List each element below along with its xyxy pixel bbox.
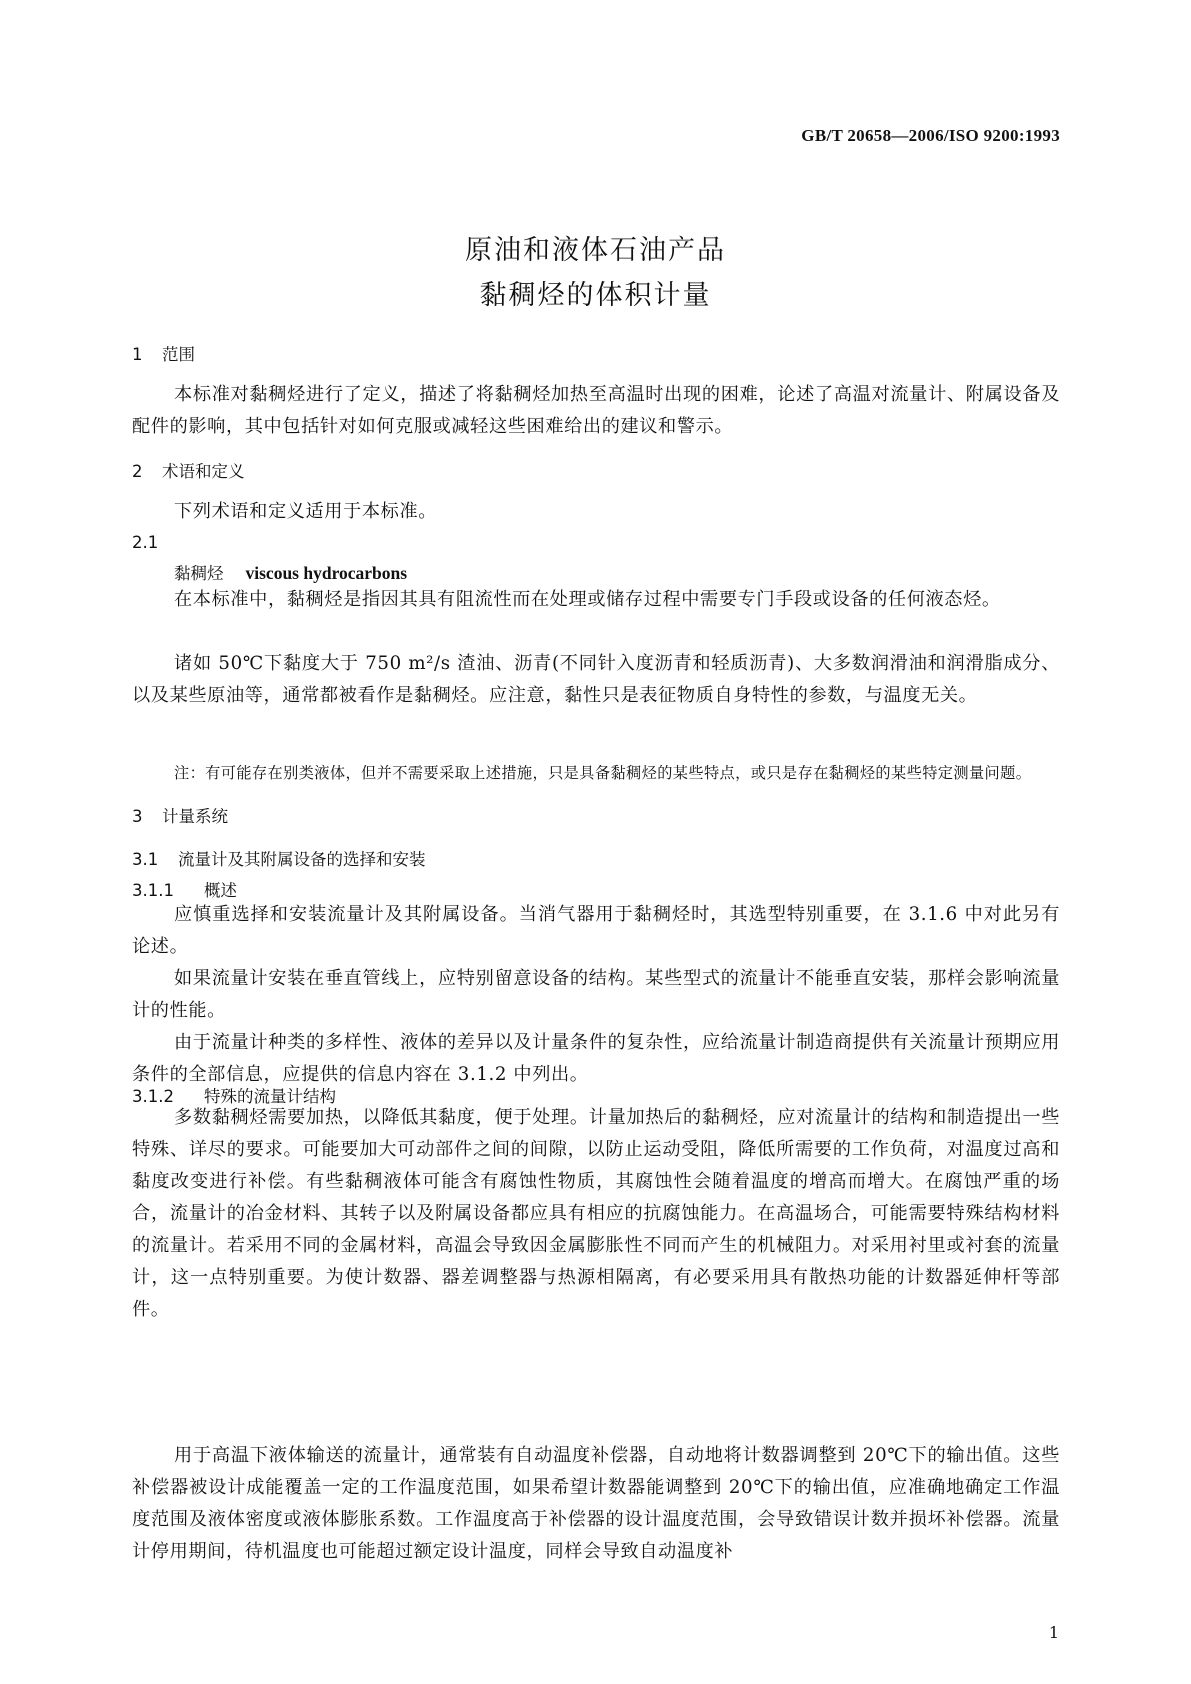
clause-3-1-1-paragraph-3: 由于流量计种类的多样性、液体的差异以及计量条件的复杂性，应给流量计制造商提供有关流量计预期应用条件的全部信息，应提供的信息内容在 3.1.2 中列出。 — [132, 1032, 1060, 1085]
clause-3-1-1-paragraph-1: 应慎重选择和安装流量计及其附属设备。当消气器用于黏稠烃时，其选型特别重要，在 3.1.6 中对此另有论述。 — [132, 904, 1060, 957]
clause-number: 3.1.1 — [132, 881, 174, 900]
section-1-paragraph: 本标准对黏稠烃进行了定义，描述了将黏稠烃加热至高温时出现的困难，论述了高温对流量计、附属设备及配件的影响，其中包括针对如何克服或减轻这些困难给出的建议和警示。 — [132, 384, 1060, 437]
document-title-line1: 原油和液体石油产品 — [465, 235, 726, 266]
clause-3-1-1-heading — [132, 877, 1060, 901]
clause-title: 特殊的流量计结构 — [204, 1087, 336, 1106]
section-2-intro: 下列术语和定义适用于本标准。 — [174, 501, 438, 522]
section-title: 术语和定义 — [162, 462, 245, 481]
clause-number: 3.1 — [132, 850, 159, 869]
term-explanation: 诸如 50℃下黏度大于 750 m²/s 渣油、沥青(不同针入度沥青和轻质沥青)、大多数润滑油和润滑脂成分、以及某些原油等，通常都被看作是黏稠烃。应注意，黏性只是表征物质自身特性的参数，与温度无关。 — [132, 653, 1060, 706]
note: 注：有可能存在别类液体，但并不需要采取上述措施，只是具备黏稠烃的某些特点，或只是存在黏稠烃的某些特定测量问题。 — [174, 764, 1032, 782]
section-number: 1 — [132, 345, 143, 364]
section-number: 2 — [132, 462, 143, 481]
standard-code: GB/T 20658—2006/ISO 9200:1993 — [801, 126, 1060, 145]
section-title: 计量系统 — [162, 807, 228, 826]
clause-3-1-2-paragraph-2: 用于高温下液体输送的流量计，通常装有自动温度补偿器，自动地将计数器调整到 20℃下的输出值。这些补偿器被设计成能覆盖一定的工作温度范围，如果希望计数器能调整到 20℃下的输出值，应准确地确定工作温度范围及液体密度或液体膨胀系数。工作温度高于补偿器的设计温度范围，会导致错误计数并损坏补偿器。流量计停用期间，待机温度也可能超过额定设计温度，同样会导致自动温度补 — [132, 1445, 1060, 1562]
term-chinese: 黏稠烃 — [174, 564, 224, 583]
clause-number: 3.1.2 — [132, 1087, 174, 1106]
section-2-heading — [132, 458, 1060, 482]
section-3-heading — [132, 803, 1060, 827]
term-definition: 在本标准中，黏稠烃是指因其具有阻流性而在处理或储存过程中需要专门手段或设备的任何液态烃。 — [174, 589, 1001, 610]
page-number: 1 — [1048, 1623, 1059, 1642]
clause-3-1-1-paragraph-2: 如果流量计安装在垂直管线上，应特别留意设备的结构。某些型式的流量计不能垂直安装，那样会影响流量计的性能。 — [132, 968, 1060, 1021]
section-number: 3 — [132, 807, 143, 826]
section-1-heading — [132, 341, 1060, 365]
document-title-line2: 黏稠烃的体积计量 — [479, 280, 712, 311]
clause-3-1-heading — [132, 846, 1060, 870]
clause-3-1-2-paragraph-1: 多数黏稠烃需要加热，以降低其黏度，便于处理。计量加热后的黏稠烃，应对流量计的结构和制造提出一些特殊、详尽的要求。可能要加大可动部件之间的间隙，以防止运动受阻，降低所需要的工作负荷，对温度过高和黏度改变进行补偿。有些黏稠液体可能含有腐蚀性物质，其腐蚀性会随着温度的增高而增大。在腐蚀严重的场合，流量计的冶金材料、其转子以及附属设备都应具有相应的抗腐蚀能力。在高温场合，可能需要特殊结构材料的流量计。若采用不同的金属材料，高温会导致因金属膨胀性不同而产生的机械阻力。对采用衬里或衬套的流量计，这一点特别重要。为使计数器、器差调整器与热源相隔离，有必要采用具有散热功能的计数器延伸杆等部件。 — [132, 1107, 1060, 1320]
section-title: 范围 — [162, 345, 195, 364]
clause-title: 流量计及其附属设备的选择和安装 — [178, 850, 426, 869]
term-entry — [174, 560, 407, 584]
clause-2-1-number: 2.1 — [132, 533, 159, 552]
clause-title: 概述 — [204, 881, 237, 900]
term-english: viscous hydrocarbons — [245, 563, 408, 583]
